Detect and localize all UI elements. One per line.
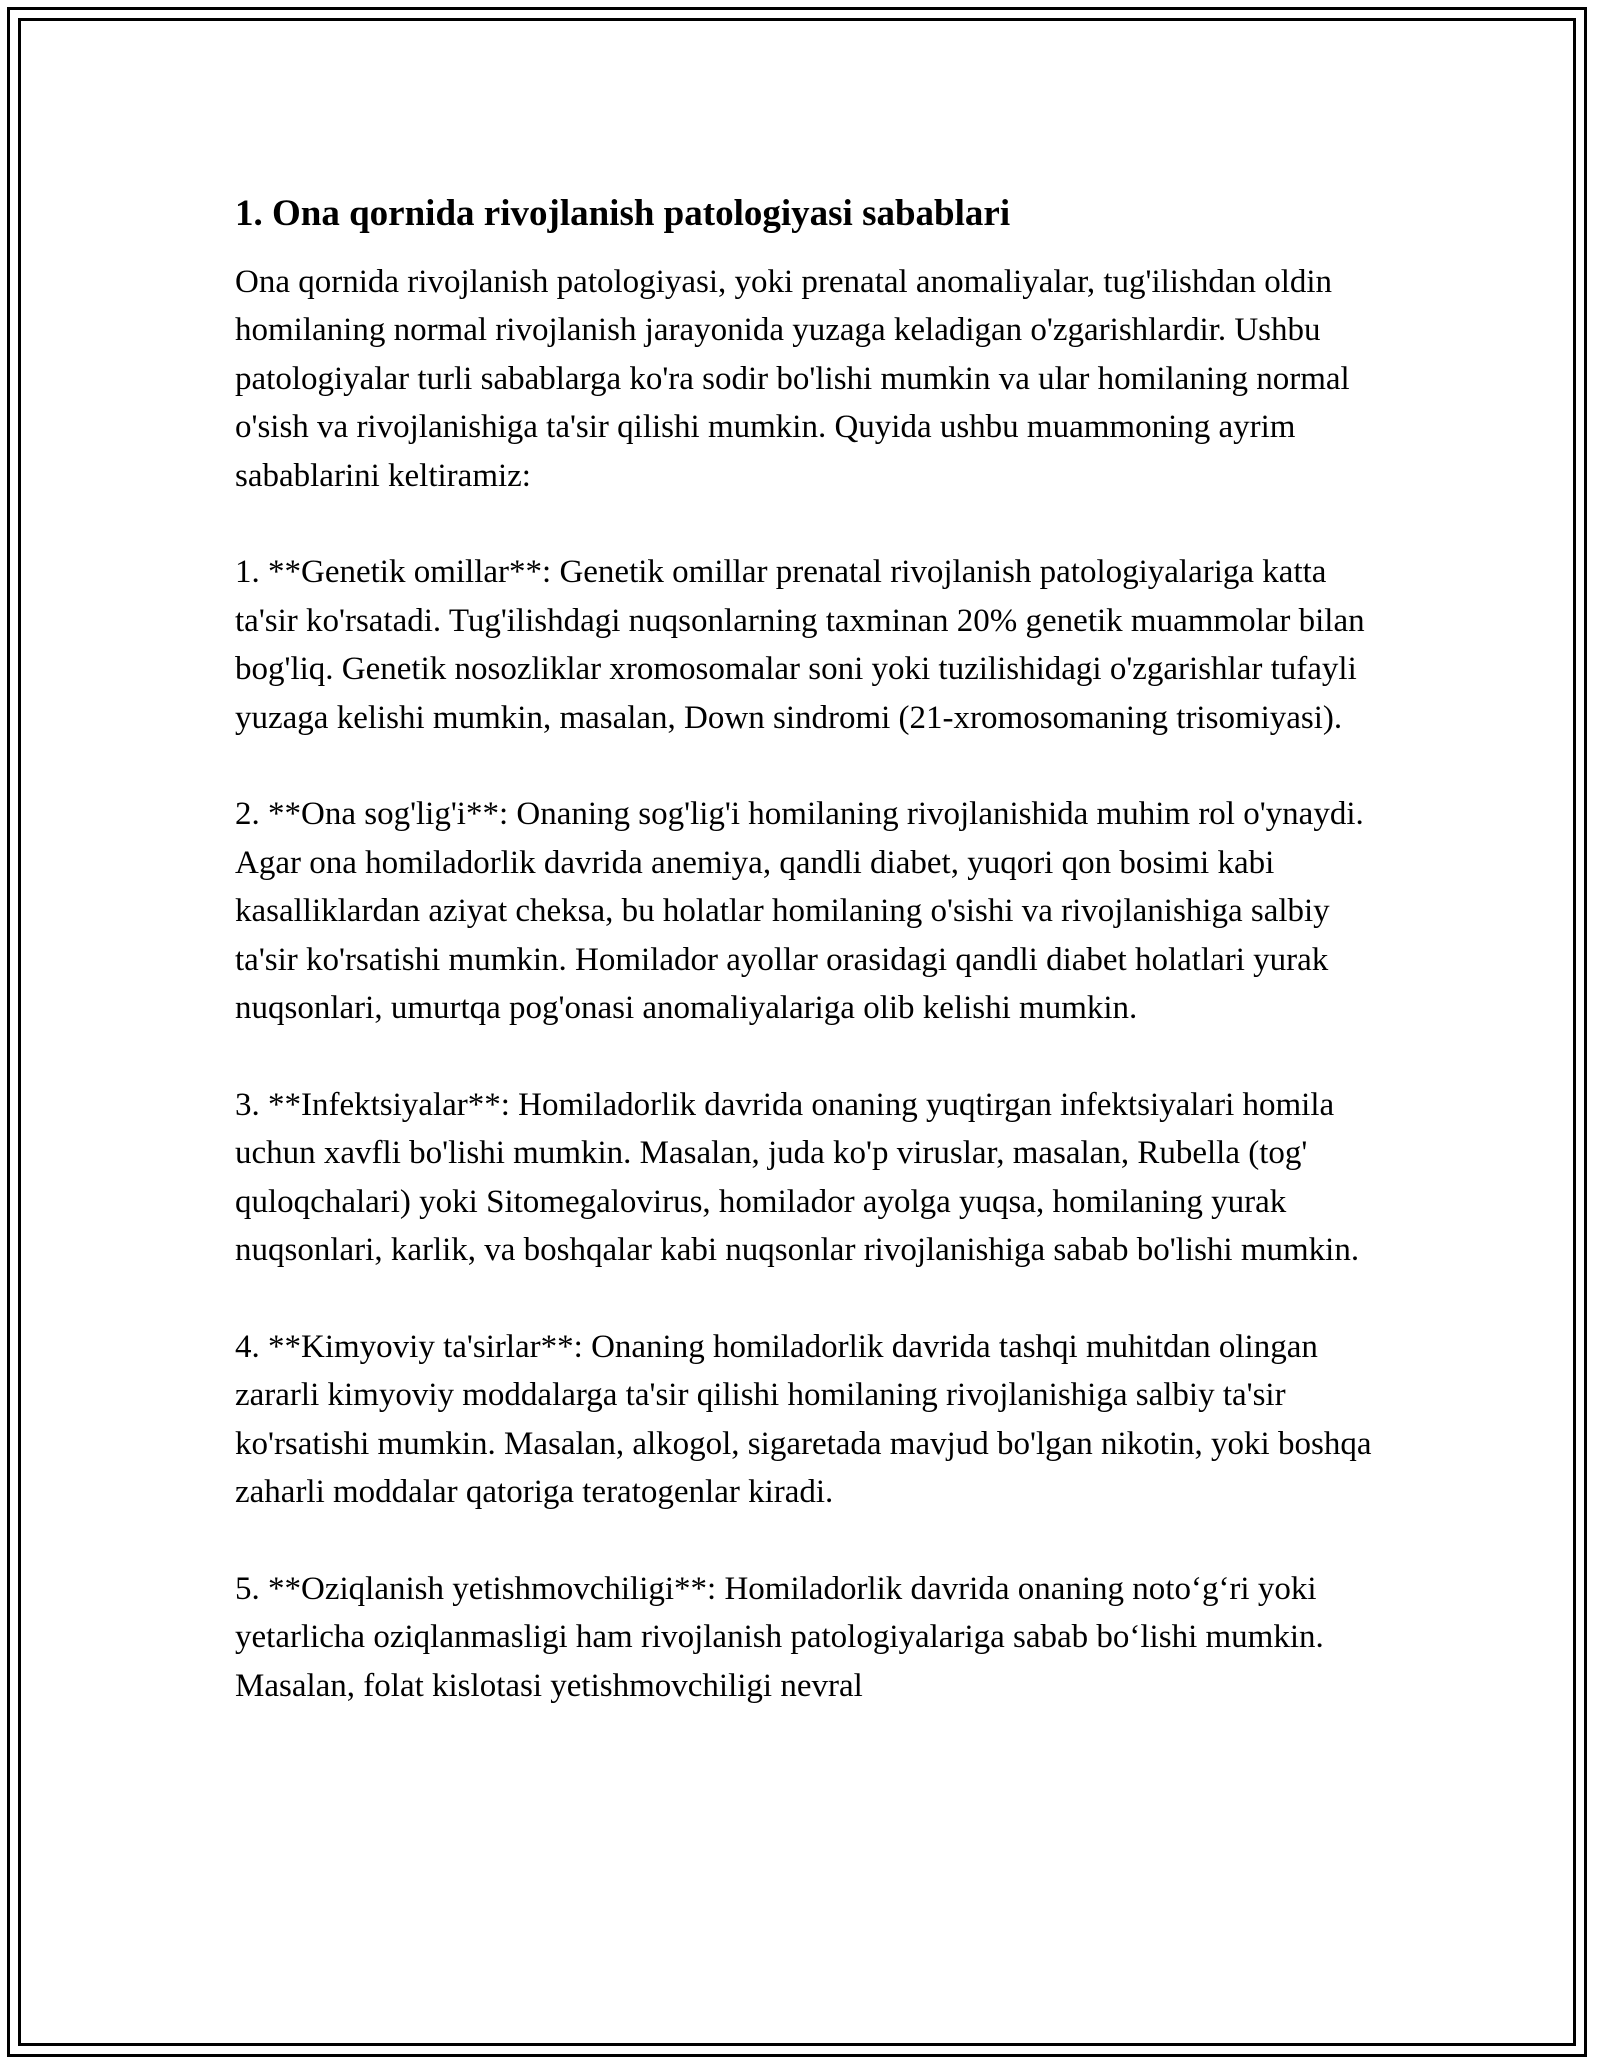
section-heading: 1. Ona qornida rivojlanish patologiyasi sabablari xyxy=(235,193,1011,234)
document-body xyxy=(235,186,1375,1710)
paragraph-infections: 3. **Infektsiyalar**: Homiladorlik davrida onaning yuqtirgan infektsiyalari homila uchun xavfli bo'lishi mumkin. Masalan, juda ko'p viruslar, masalan, Rubella (tog' quloqchalari) yoki Sitomegalovirus, homilador ayolga yuqsa, homilaning yurak nuqsonlari, karlik, va boshqalar kabi nuqsonlar rivojlanishiga sabab bo'lishi mumkin. xyxy=(235,1086,1360,1269)
paragraph-maternal-health: 2. **Ona sog'lig'i**: Onaning sog'lig'i homilaning rivojlanishida muhim rol o'ynaydi. Agar ona homiladorlik davrida anemiya, qandli diabet, yuqori qon bosimi kabi kasalliklardan aziyat cheksa, bu holatlar homilaning o'sishi va rivojlanishiga salbiy ta'sir ko'rsatishi mumkin. Homilador ayollar orasidagi qandli diabet holatlari yurak nuqsonlari, umurtqa pog'onasi anomaliyalariga olib kelishi mumkin. xyxy=(235,796,1364,1027)
paragraph-nutrition-deficiency: 5. **Oziqlanish yetishmovchiligi**: Homiladorlik davrida onaning noto‘g‘ri yoki yetarlicha oziqlanmasligi ham rivojlanish patologiyalariga sabab bo‘lishi mumkin. Masalan, folat kislotasi yetishmovchiligi nevral xyxy=(235,1570,1324,1704)
paragraph-genetic-factors: 1. **Genetik omillar**: Genetik omillar prenatal rivojlanish patologiyalariga katta ta'sir ko'rsatadi. Tug'ilishdagi nuqsonlarning taxminan 20% genetik muammolar bilan bog'liq. Genetik nosozliklar xromosomalar soni yoki tuzilishidagi o'zgarishlar tufayli yuzaga kelishi mumkin, masalan, Down sindromi (21-xromosomaning trisomiyasi). xyxy=(235,554,1365,736)
paragraph-chemical-exposure: 4. **Kimyoviy ta'sirlar**: Onaning homiladorlik davrida tashqi muhitdan olingan zararli kimyoviy moddalarga ta'sir qilishi homilaning rivojlanishiga salbiy ta'sir ko'rsatishi mumkin. Masalan, alkogol, sigaretada mavjud bo'lgan nikotin, yoki boshqa zaharli moddalar qatoriga teratogenlar kiradi. xyxy=(235,1328,1372,1511)
intro-paragraph: Ona qornida rivojlanish patologiyasi, yoki prenatal anomaliyalar, tug'ilishdan oldin homilaning normal rivojlanish jarayonida yuzaga keladigan o'zgarishlardir. Ushbu patologiyalar turli sabablarga ko'ra sodir bo'lishi mumkin va ular homilaning normal o'sish va rivojlanishiga ta'sir qilishi mumkin. Quyida ushbu muammoning ayrim sabablarini keltiramiz: xyxy=(235,264,1350,494)
